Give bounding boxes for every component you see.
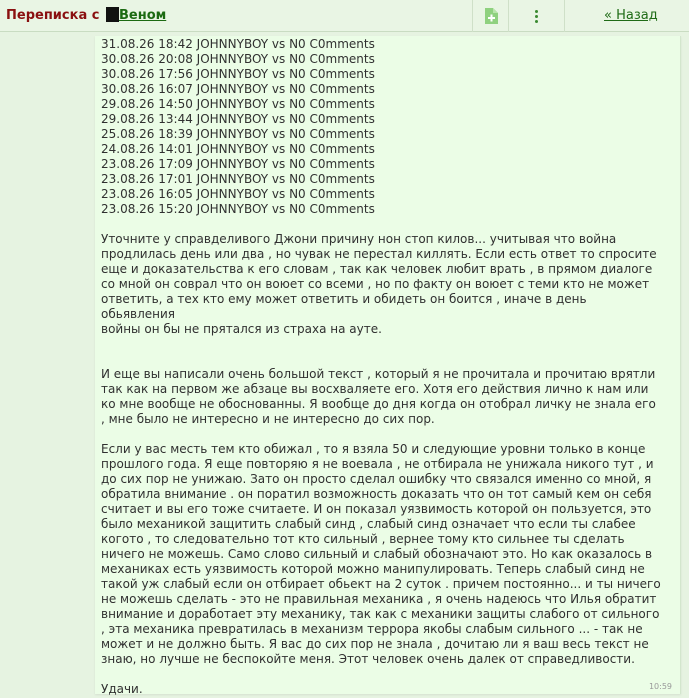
redacted-block	[106, 7, 119, 22]
message-timestamp: 10:59	[648, 682, 672, 691]
file-plus-icon	[484, 8, 498, 24]
message-bubble	[95, 36, 681, 694]
contact-name-link[interactable]: Веном	[118, 8, 167, 23]
kebab-menu-icon	[535, 10, 538, 23]
back-link[interactable]: « Назад	[604, 8, 658, 23]
divider	[564, 0, 565, 32]
attach-button[interactable]	[473, 0, 508, 32]
conversation-title	[6, 7, 166, 23]
message-text: 31.08.26 18:42 JOHNNYBOY vs N0 C0mments 30.08.26 20:08 JOHNNYBOY vs N0 C0mments 30.08.26 17:56 JOHNNYBOY vs N0 C0mments 30.08.26 16:07 JOHNNYBOY vs N0 C0mments 29.08.26 14:50 JOHNNYBOY vs N0 C0mments 29.08.26 13:44 JOHNNYBOY vs N0 C0mments 25.08.26 18:39 JOHNNYBOY vs N0 C0mments 24.08.26 14:01 JOHNNYBOY vs N0 C0mments 23.08.26 17:09 JOHNNYBOY vs N0 C0mments 23.08.26 17:01 JOHNNYBOY vs N0 C0mments 23.08.26 16:05 JOHNNYBOY vs N0 C0mments 23.08.26 15:20 JOHNNYBOY vs N0 C0mments Уточните у справделивого Джони причину нон стоп килов... учитывая что война продлилась день или два , но чувак не перестал киллять. Если есть ответ то спросите еще и доказательства к его словам , так как человек любит врать , в прямом диалоге со мной он соврал что он воюет со всеми , но по факту он воюет с теми кто не может ответить, а тех кто ему может ответить и обидеть он боится , иначе в день обьявления войны он бы не прятался из страха на ауте. И еще вы написали очень большой текст , который я не прочитала и прочитаю врятли так как на первом же абзаце вы восхваляете его. Хотя его действия лично к нам или ко мне вообще не обоснованны. Я вообще до дня когда он отобрал личку не знала его , мне было не интересно и не интересно до сих пор. Если у вас месть тем кто обижал , то я взяла 50 и следующие уровни только в конце прошлого года. Я еще повторяю я не воевала , не отбирала не унижала никого тут , и до сих пор не унижаю. Зато он просто сделал ошибку что связался именно со мной, я обратила внимание . он поратил возможность доказать что он тот самый кем он себя считает и вы его тоже считаете. И он показал уязвимость которой он пользуется, это было механикой защитить слабый синд , слабый синд означает что если ты слабее когото , то следовательно тот кто сильный , вернее тому кто сильнее ты сделать ничего не можешь. Само слово сильный и слабый обозначают это. Но как оказалось в механиках есть уязвимость которой можно манипулировать. Теперь слабый синд не такой уж слабый если он отбирает обьект на 2 суток . причем постоянно... и ты ничего не можешь сделать - это не правильная механика , я очень надеюсь что Илья обратит внимание и доработает эту механику, так как с механики защиты слабого от сильного , эта механика превратилась в механизм террора якобы слабым сильного ... - так не может и не должно быть. Я вас до сих пор не знала , дочитаю ли я ваш весь текст не знаю, но лучше не беспокойте меня. Этот человек очень далек от справедливости. Удачи.	[101, 37, 661, 696]
menu-button[interactable]	[509, 0, 564, 32]
title-prefix: Переписка с	[6, 8, 100, 23]
top-bar	[0, 0, 689, 32]
